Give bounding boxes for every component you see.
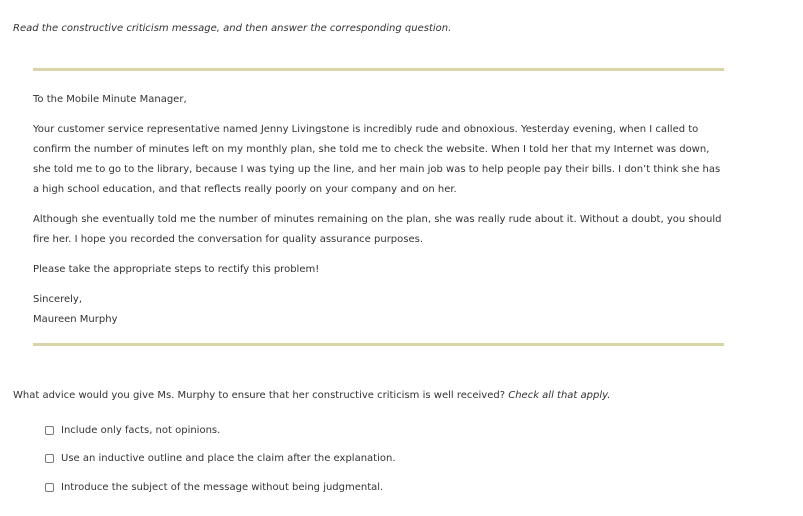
letter-paragraph-1: Your customer service representative named Jenny Livingstone is incredibly rude and obnoxious. Yesterday evening, when I called to confirm the number of minutes left on my monthly plan, she told me to check the website. When I told her that my Internet was down, she told me to go to the library, because I was tying up the line, and her main job was to help people pay their bills. I don’t think she has a high school education, and that reflects really poorly on your company and on her. [33,124,721,195]
option-label-2[interactable]: Use an inductive outline and place the claim after the explanation. [61,453,396,464]
letter-bottom-divider [33,343,724,346]
instruction-text: Read the constructive criticism message, and then answer the corresponding question. [13,23,452,34]
letter-paragraph-3: Please take the appropriate steps to rectify this problem! [33,264,320,275]
letter-salutation: To the Mobile Minute Manager, [33,94,187,105]
letter-body [33,90,723,330]
letter-closing: Sincerely, [33,294,83,305]
answer-options [45,422,396,508]
option-facts-not-opinions[interactable] [45,422,396,438]
checkbox-option-2[interactable] [45,454,54,463]
question-prompt [13,390,610,401]
option-inductive-outline[interactable] [45,451,396,467]
option-introduce-without-judgment[interactable] [45,479,396,495]
checkbox-option-3[interactable] [45,483,54,492]
option-label-1[interactable]: Include only facts, not opinions. [61,424,221,436]
letter-signature: Maureen Murphy [33,314,118,325]
letter-top-divider [33,68,724,71]
option-label-3[interactable]: Introduce the subject of the message without being judgmental. [61,481,384,493]
question-hint: Check all that apply. [508,390,611,401]
letter-panel [33,68,724,346]
letter-paragraph-2: Although she eventually told me the number of minutes remaining on the plan, she was really rude about it. Without a doubt, you should fire her. I hope you recorded the conversation for quality assurance purposes. [33,214,722,245]
question-text: What advice would you give Ms. Murphy to ensure that her constructive criticism is well received? [13,390,506,401]
checkbox-option-1[interactable] [45,426,54,435]
